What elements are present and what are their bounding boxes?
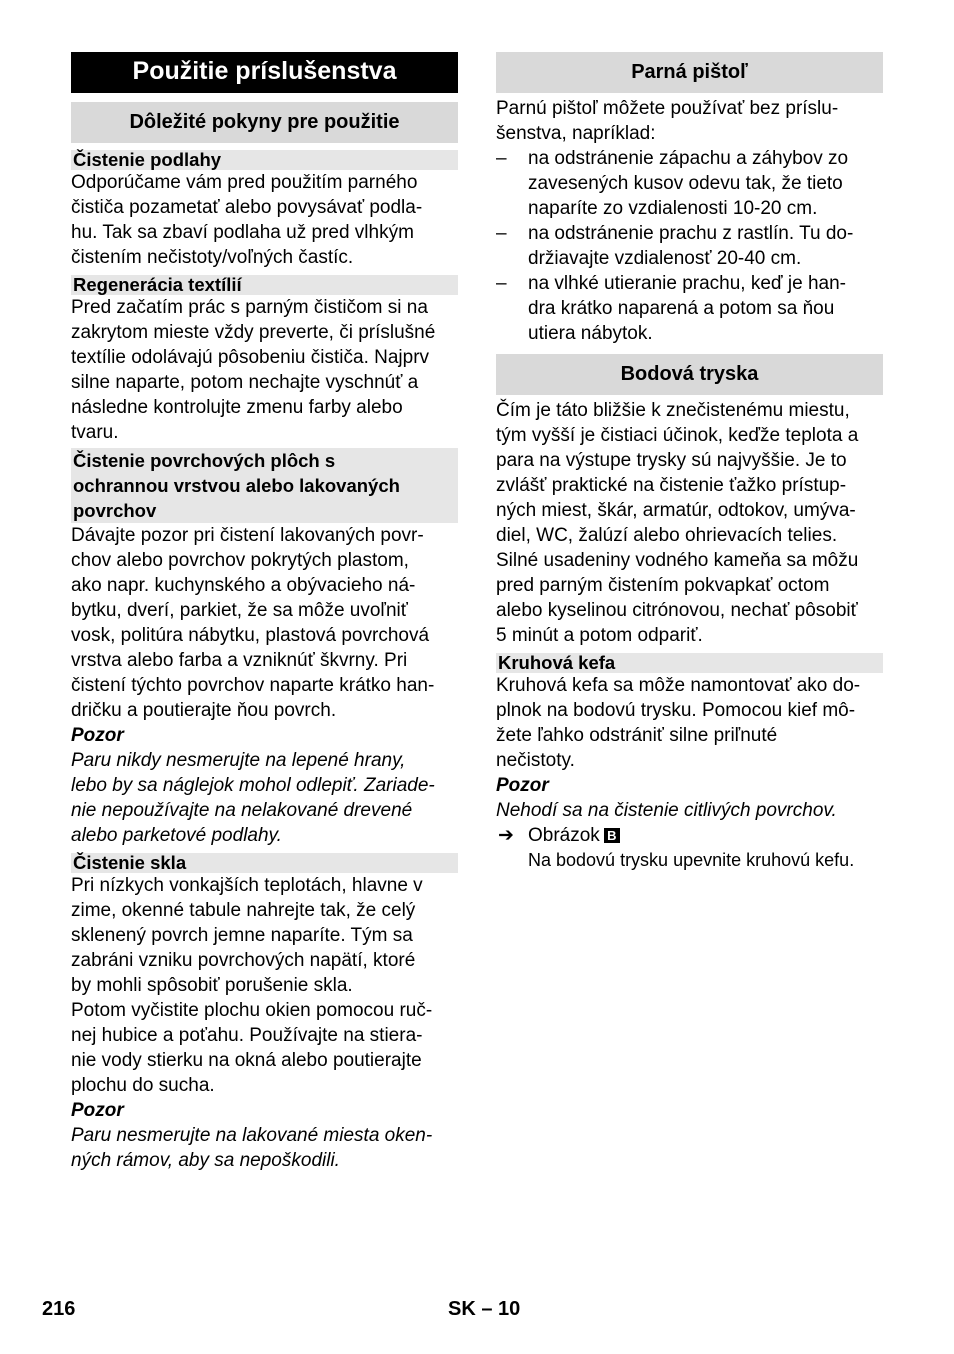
list-item xyxy=(496,271,883,346)
right-column xyxy=(496,52,883,873)
text-line: čističa pozametať alebo povysávať podla- xyxy=(71,197,423,218)
text-line: Pri nízkych vonkajších teplotách, hlavne v xyxy=(71,875,423,896)
text-line: tvaru. xyxy=(71,422,119,443)
heading-line: ochrannou vrstvou alebo lakovaných xyxy=(73,475,400,496)
text-line: naparíte zo vzdialenosti 10-20 cm. xyxy=(528,198,818,219)
text-line: dra krátko naparená a potom sa ňou xyxy=(528,298,835,319)
text-line: vrstva alebo farba a vzniknúť škvrny. Pri xyxy=(71,650,408,671)
text-line: čistení týchto povrchov naparte krátko han- xyxy=(71,675,435,696)
text-line: Parnú pištoľ môžete používať bez príslu- xyxy=(496,98,839,119)
text-line: nie vody stierku na okná alebo poutierajte xyxy=(71,1050,422,1071)
section-heading-important-notes: Dôležité pokyny pre použitie xyxy=(71,102,458,143)
caution-text xyxy=(71,1123,458,1173)
steam-gun-intro xyxy=(496,96,883,146)
text-line: dričku a poutierajte ňou povrch. xyxy=(71,700,337,721)
text-line: nie nepoužívajte na nelakované drevené xyxy=(71,800,413,821)
section-heading-steam-gun: Parná pištoľ xyxy=(496,52,883,93)
text-line: Kruhová kefa sa môže namontovať ako do- xyxy=(496,675,861,696)
text-line: tým vyšší je čistiaci účinok, keďže teplota a xyxy=(496,425,859,446)
text-line: pred parným čistením pokvapkať octom xyxy=(496,575,830,596)
text-line: Paru nikdy nesmerujte na lepené hrany, xyxy=(71,750,406,771)
text-line: plochu do sucha. xyxy=(71,1075,215,1096)
text-line: Čím je táto bližšie k znečistenému miestu, xyxy=(496,400,850,421)
text-line: chov alebo povrchov pokrytých plastom, xyxy=(71,550,409,571)
text-line: zvlášť praktické na čistenie ťažko prístup- xyxy=(496,475,847,496)
spot-nozzle-text xyxy=(496,398,883,648)
subheading-floor-cleaning: Čistenie podlahy xyxy=(71,150,458,170)
subheading-coated-surfaces xyxy=(71,448,458,523)
text-line: žete ľahko odstrániť silne priľnuté xyxy=(496,725,778,746)
text-line: čistením nečistoty/voľných častíc. xyxy=(71,247,354,268)
text-line: na odstránenie prachu z rastlín. Tu do- xyxy=(528,223,854,244)
text-line: alebo parketové podlahy. xyxy=(71,825,282,846)
text-line: zavesených kusov odevu tak, že tieto xyxy=(528,173,843,194)
text-line: Pred začatím prác s parným čističom si na xyxy=(71,297,428,318)
caution-label: Pozor xyxy=(71,725,124,746)
text-line: 5 minút a potom odpariť. xyxy=(496,625,703,646)
subheading-round-brush: Kruhová kefa xyxy=(496,653,883,673)
text-line: následne kontrolujte zmenu farby alebo xyxy=(71,397,403,418)
dash-bullet: – xyxy=(496,223,507,244)
subheading-textile-regeneration: Regenerácia textílií xyxy=(71,275,458,295)
floor-cleaning-text xyxy=(71,170,458,270)
text-line: zabráni vzniku povrchových napätí, ktoré xyxy=(71,950,416,971)
heading-line: povrchov xyxy=(73,500,157,521)
left-column xyxy=(71,52,458,1173)
text-line: zakrytom mieste vždy preverte, či príslušné xyxy=(71,322,436,343)
list-item xyxy=(496,146,883,221)
round-brush-text xyxy=(496,673,883,773)
text-line: textílie odolávajú pôsobeniu čističa. Najprv xyxy=(71,347,430,368)
text-line: ako napr. kuchynského a obývacieho ná- xyxy=(71,575,416,596)
text-line: šenstva, napríklad: xyxy=(496,123,656,144)
text-line: by mohli spôsobiť porušenie skla. xyxy=(71,975,353,996)
text-line: Potom vyčistite plochu okien pomocou ruč- xyxy=(71,1000,433,1021)
text-line: silne naparte, potom nechajte vyschnúť a xyxy=(71,372,419,393)
glass-cleaning-text xyxy=(71,873,458,1098)
text-line: hu. Tak sa zbaví podlaha už pred vlhkým xyxy=(71,222,414,243)
text-line: Dávajte pozor pri čistení lakovaných povr- xyxy=(71,525,424,546)
text-line: bytku, dverí, parkiet, že sa môže uvoľniť xyxy=(71,600,408,621)
caution-text: Nehodí sa na čistenie citlivých povrchov. xyxy=(496,800,837,821)
text-line: plnok na bodovú trysku. Pomocou kief mô- xyxy=(496,700,856,721)
figure-b-badge: B xyxy=(604,828,620,843)
text-line: zime, okenné tabule nahrejte tak, že celý xyxy=(71,900,416,921)
text-line: lebo by sa náglejok mohol odlepiť. Zariade- xyxy=(71,775,435,796)
figure-label: Obrázok xyxy=(528,825,600,846)
text-line: ných rámov, aby sa nepoškodili. xyxy=(71,1150,340,1171)
text-line: diel, WC, žalúzí alebo ohrievacích telies. xyxy=(496,525,838,546)
text-line: nečistoty. xyxy=(496,750,575,771)
page-number: 216 xyxy=(42,1298,76,1320)
text-line: utiera nábytok. xyxy=(528,323,653,344)
text-line: Paru nesmerujte na lakované miesta oken- xyxy=(71,1125,433,1146)
section-page-number: SK – 10 xyxy=(448,1298,521,1320)
heading-line: Čistenie povrchových plôch s xyxy=(73,450,336,471)
instruction-text: Na bodovú trysku upevnite kruhovú kefu. xyxy=(528,850,855,870)
text-line: ných miest, škár, armatúr, odtokov, umýva- xyxy=(496,500,856,521)
section-heading-spot-nozzle: Bodová tryska xyxy=(496,354,883,395)
page-title: Použitie príslušenstva xyxy=(71,52,458,93)
dash-bullet: – xyxy=(496,148,507,169)
text-line: vosk, politúra nábytku, plastová povrchová xyxy=(71,625,430,646)
arrow-right-icon: ➔ xyxy=(498,825,514,846)
text-line: nej hubice a poťahu. Používajte na stiera- xyxy=(71,1025,423,1046)
list-item xyxy=(496,221,883,271)
caution-label: Pozor xyxy=(71,1100,124,1121)
caution-text xyxy=(71,748,458,848)
coated-surfaces-text xyxy=(71,523,458,723)
caution-label: Pozor xyxy=(496,775,549,796)
text-line: na odstránenie zápachu a záhybov zo xyxy=(528,148,849,169)
figure-reference xyxy=(496,823,883,873)
text-line: Silné usadeniny vodného kameňa sa môžu xyxy=(496,550,859,571)
text-line: sklenený povrch jemne naparíte. Tým sa xyxy=(71,925,413,946)
text-line: držiavajte vzdialenosť 20-40 cm. xyxy=(528,248,802,269)
textile-regeneration-text xyxy=(71,295,458,445)
dash-bullet: – xyxy=(496,273,507,294)
text-line: Odporúčame vám pred použitím parného xyxy=(71,172,418,193)
text-line: para na výstupe trysky sú najvyššie. Je to xyxy=(496,450,847,471)
text-line: na vlhké utieranie prachu, keď je han- xyxy=(528,273,846,294)
subheading-glass-cleaning: Čistenie skla xyxy=(71,853,458,873)
text-line: alebo kyselinou citrónovou, nechať pôsobiť xyxy=(496,600,858,621)
